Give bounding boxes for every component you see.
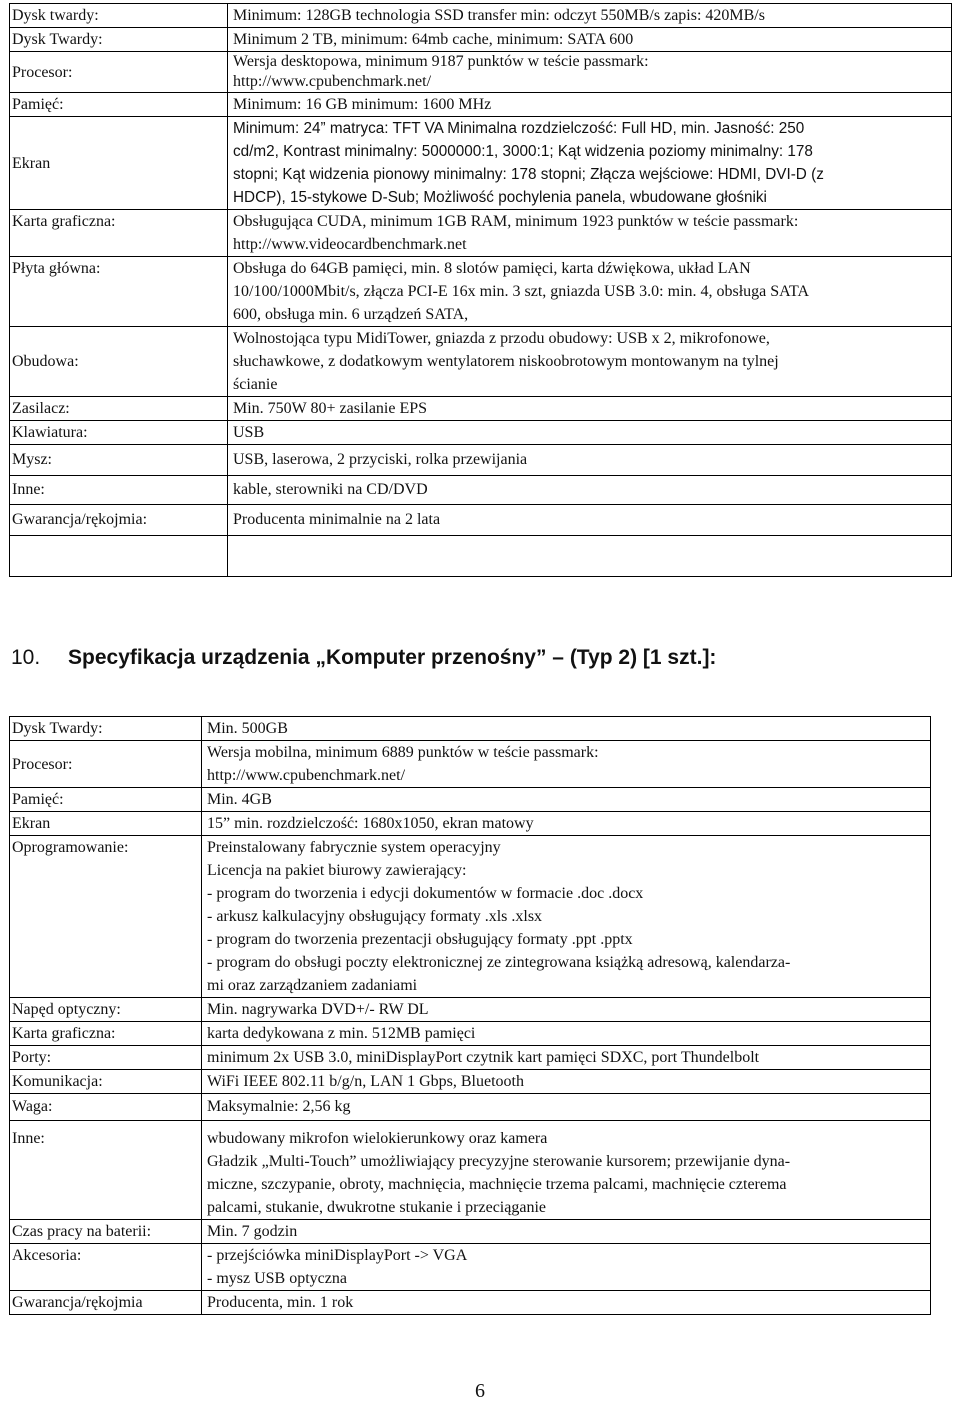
- spec-value: Min. 500GB: [202, 717, 931, 741]
- table-row: [10, 421, 952, 445]
- table-row: [10, 257, 952, 327]
- table-row: [10, 327, 952, 397]
- spec-label: Czas pracy na baterii:: [10, 1220, 202, 1244]
- table-row: [10, 52, 952, 93]
- spec-label: Karta graficzna:: [10, 210, 228, 257]
- spec-value: minimum 2x USB 3.0, miniDisplayPort czytnik kart pamięci SDXC, port Thundelbolt: [202, 1046, 931, 1070]
- spec-value: wbudowany mikrofon wielokierunkowy oraz kamera Gładzik „Multi-Touch” umożliwiający precyzyjne sterowanie kursorem; przewijanie dyna- miczne, szczypanie, obroty, machnięcia, machnięcie trzema palcami, machnięcie czterema palcami, stukanie, dwukrotne stukanie i przeciąganie: [202, 1121, 931, 1220]
- table-row: [10, 836, 931, 998]
- laptop-spec-table: [9, 716, 931, 1315]
- spec-label: Oprogramowanie:: [10, 836, 202, 998]
- spec-label: Obudowa:: [10, 327, 228, 397]
- spec-value: karta dedykowana z min. 512MB pamięci: [202, 1022, 931, 1046]
- spec-value: Maksymalnie: 2,56 kg: [202, 1094, 931, 1121]
- spec-label: Pamięć:: [10, 93, 228, 117]
- spec-value: USB: [228, 421, 952, 445]
- spec-value: - przejściówka miniDisplayPort -> VGA - mysz USB optyczna: [202, 1244, 931, 1291]
- spec-label: Procesor:: [10, 741, 202, 788]
- spec-value: Min. 750W 80+ zasilanie EPS: [228, 397, 952, 421]
- empty-row: [10, 536, 952, 577]
- spec-label: Inne:: [10, 1121, 202, 1220]
- section-number: 10.: [11, 646, 41, 669]
- page-number: 6: [475, 1380, 485, 1402]
- spec-label: Akcesoria:: [10, 1244, 202, 1291]
- spec-value: Min. 4GB: [202, 788, 931, 812]
- table-row: [10, 505, 952, 536]
- table-row: [10, 1094, 931, 1121]
- table-row: [10, 397, 952, 421]
- spec-label: Mysz:: [10, 445, 228, 476]
- spec-label: Dysk Twardy:: [10, 717, 202, 741]
- spec-label: Waga:: [10, 1094, 202, 1121]
- table-row: [10, 1220, 931, 1244]
- table-row: [10, 1244, 931, 1291]
- spec-label: Dysk twardy:: [10, 4, 228, 28]
- table-row: [10, 1070, 931, 1094]
- spec-value: Minimum: 128GB technologia SSD transfer min: odczyt 550MB/s zapis: 420MB/s: [228, 4, 952, 28]
- spec-label: Napęd optyczny:: [10, 998, 202, 1022]
- empty-cell: [228, 536, 952, 577]
- spec-label: Procesor:: [10, 52, 228, 93]
- spec-label: Zasilacz:: [10, 397, 228, 421]
- table-row: [10, 1291, 931, 1315]
- spec-label: Ekran: [10, 812, 202, 836]
- spec-value: Wersja mobilna, minimum 6889 punktów w teście passmark: http://www.cpubenchmark.net/: [202, 741, 931, 788]
- table-row: [10, 117, 952, 210]
- spec-value: Min. 7 godzin: [202, 1220, 931, 1244]
- spec-label: Karta graficzna:: [10, 1022, 202, 1046]
- spec-value: Obsługująca CUDA, minimum 1GB RAM, minimum 1923 punktów w teście passmark: http://www.videocardbenchmark.net: [228, 210, 952, 257]
- spec-label: Gwarancja/rękojmia:: [10, 505, 228, 536]
- empty-cell: [10, 536, 228, 577]
- spec-label: Klawiatura:: [10, 421, 228, 445]
- desktop-spec-table: [9, 3, 952, 577]
- table-row: [10, 788, 931, 812]
- spec-value: Obsługa do 64GB pamięci, min. 8 slotów pamięci, karta dźwiękowa, układ LAN 10/100/1000Mbit/s, złącza PCI-E 16x min. 3 szt, gniazda USB 3.0: min. 4, obsługa SATA 600, obsługa min. 6 urządzeń SATA,: [228, 257, 952, 327]
- table-row: [10, 1121, 931, 1220]
- table-row: [10, 1046, 931, 1070]
- spec-value: kable, sterowniki na CD/DVD: [228, 476, 952, 505]
- table-row: [10, 28, 952, 52]
- spec-value: Min. nagrywarka DVD+/- RW DL: [202, 998, 931, 1022]
- spec-value: Wersja desktopowa, minimum 9187 punktów w teście passmark: http://www.cpubenchmark.net/: [228, 52, 952, 93]
- spec-label: Ekran: [10, 117, 228, 210]
- spec-value: Preinstalowany fabrycznie system operacyjny Licencja na pakiet biurowy zawierający: - program do tworzenia i edycji dokumentów w formacie .doc .docx - arkusz kalkulacyjny obsługujący formaty .xls .xlsx - program do tworzenia prezentacji obsługujący formaty .ppt .pptx - program do obsługi poczty elektronicznej ze zintegrowana książką adresową, kalendarza- mi oraz zarządzaniem zadaniami: [202, 836, 931, 998]
- table-row: [10, 998, 931, 1022]
- spec-value: Minimum: 24” matryca: TFT VA Minimalna rozdzielczość: Full HD, min. Jasność: 250 cd/m2, Kontrast minimalny: 5000000:1, 3000:1; Kąt widzenia poziomy minimalny: 178 stopni; Kąt widzenia pionowy minimalny: 178 stopni; Złącza wejściowe: HDMI, DVI-D (z HDCP), 15-stykowe D-Sub; Możliwość pochylenia panela, wbudowane głośniki: [228, 117, 952, 210]
- spec-value: 15” min. rozdzielczość: 1680x1050, ekran matowy: [202, 812, 931, 836]
- spec-label: Pamięć:: [10, 788, 202, 812]
- spec-label: Inne:: [10, 476, 228, 505]
- spec-value: USB, laserowa, 2 przyciski, rolka przewijania: [228, 445, 952, 476]
- spec-label: Komunikacja:: [10, 1070, 202, 1094]
- table-row: [10, 476, 952, 505]
- table-row: [10, 4, 952, 28]
- table-row: [10, 445, 952, 476]
- table-row: [10, 1022, 931, 1046]
- spec-value: Producenta minimalnie na 2 lata: [228, 505, 952, 536]
- spec-value: Wolnostojąca typu MidiTower, gniazda z przodu obudowy: USB x 2, mikrofonowe, słuchawkowe, z dodatkowym wentylatorem niskoobrotowym montowanym na tylnej ścianie: [228, 327, 952, 397]
- table-row: [10, 210, 952, 257]
- section-heading: [11, 646, 941, 670]
- spec-value: Minimum: 16 GB minimum: 1600 MHz: [228, 93, 952, 117]
- spec-value: WiFi IEEE 802.11 b/g/n, LAN 1 Gbps, Bluetooth: [202, 1070, 931, 1094]
- section-title: Specyfikacja urządzenia „Komputer przenośny” – (Typ 2) [1 szt.]:: [68, 646, 717, 669]
- spec-label: Płyta główna:: [10, 257, 228, 327]
- spec-label: Gwarancja/rękojmia: [10, 1291, 202, 1315]
- table-row: [10, 717, 931, 741]
- spec-label: Dysk Twardy:: [10, 28, 228, 52]
- table-row: [10, 812, 931, 836]
- spec-value: Minimum 2 TB, minimum: 64mb cache, minimum: SATA 600: [228, 28, 952, 52]
- table-row: [10, 93, 952, 117]
- spec-label: Porty:: [10, 1046, 202, 1070]
- table-row: [10, 741, 931, 788]
- spec-value: Producenta, min. 1 rok: [202, 1291, 931, 1315]
